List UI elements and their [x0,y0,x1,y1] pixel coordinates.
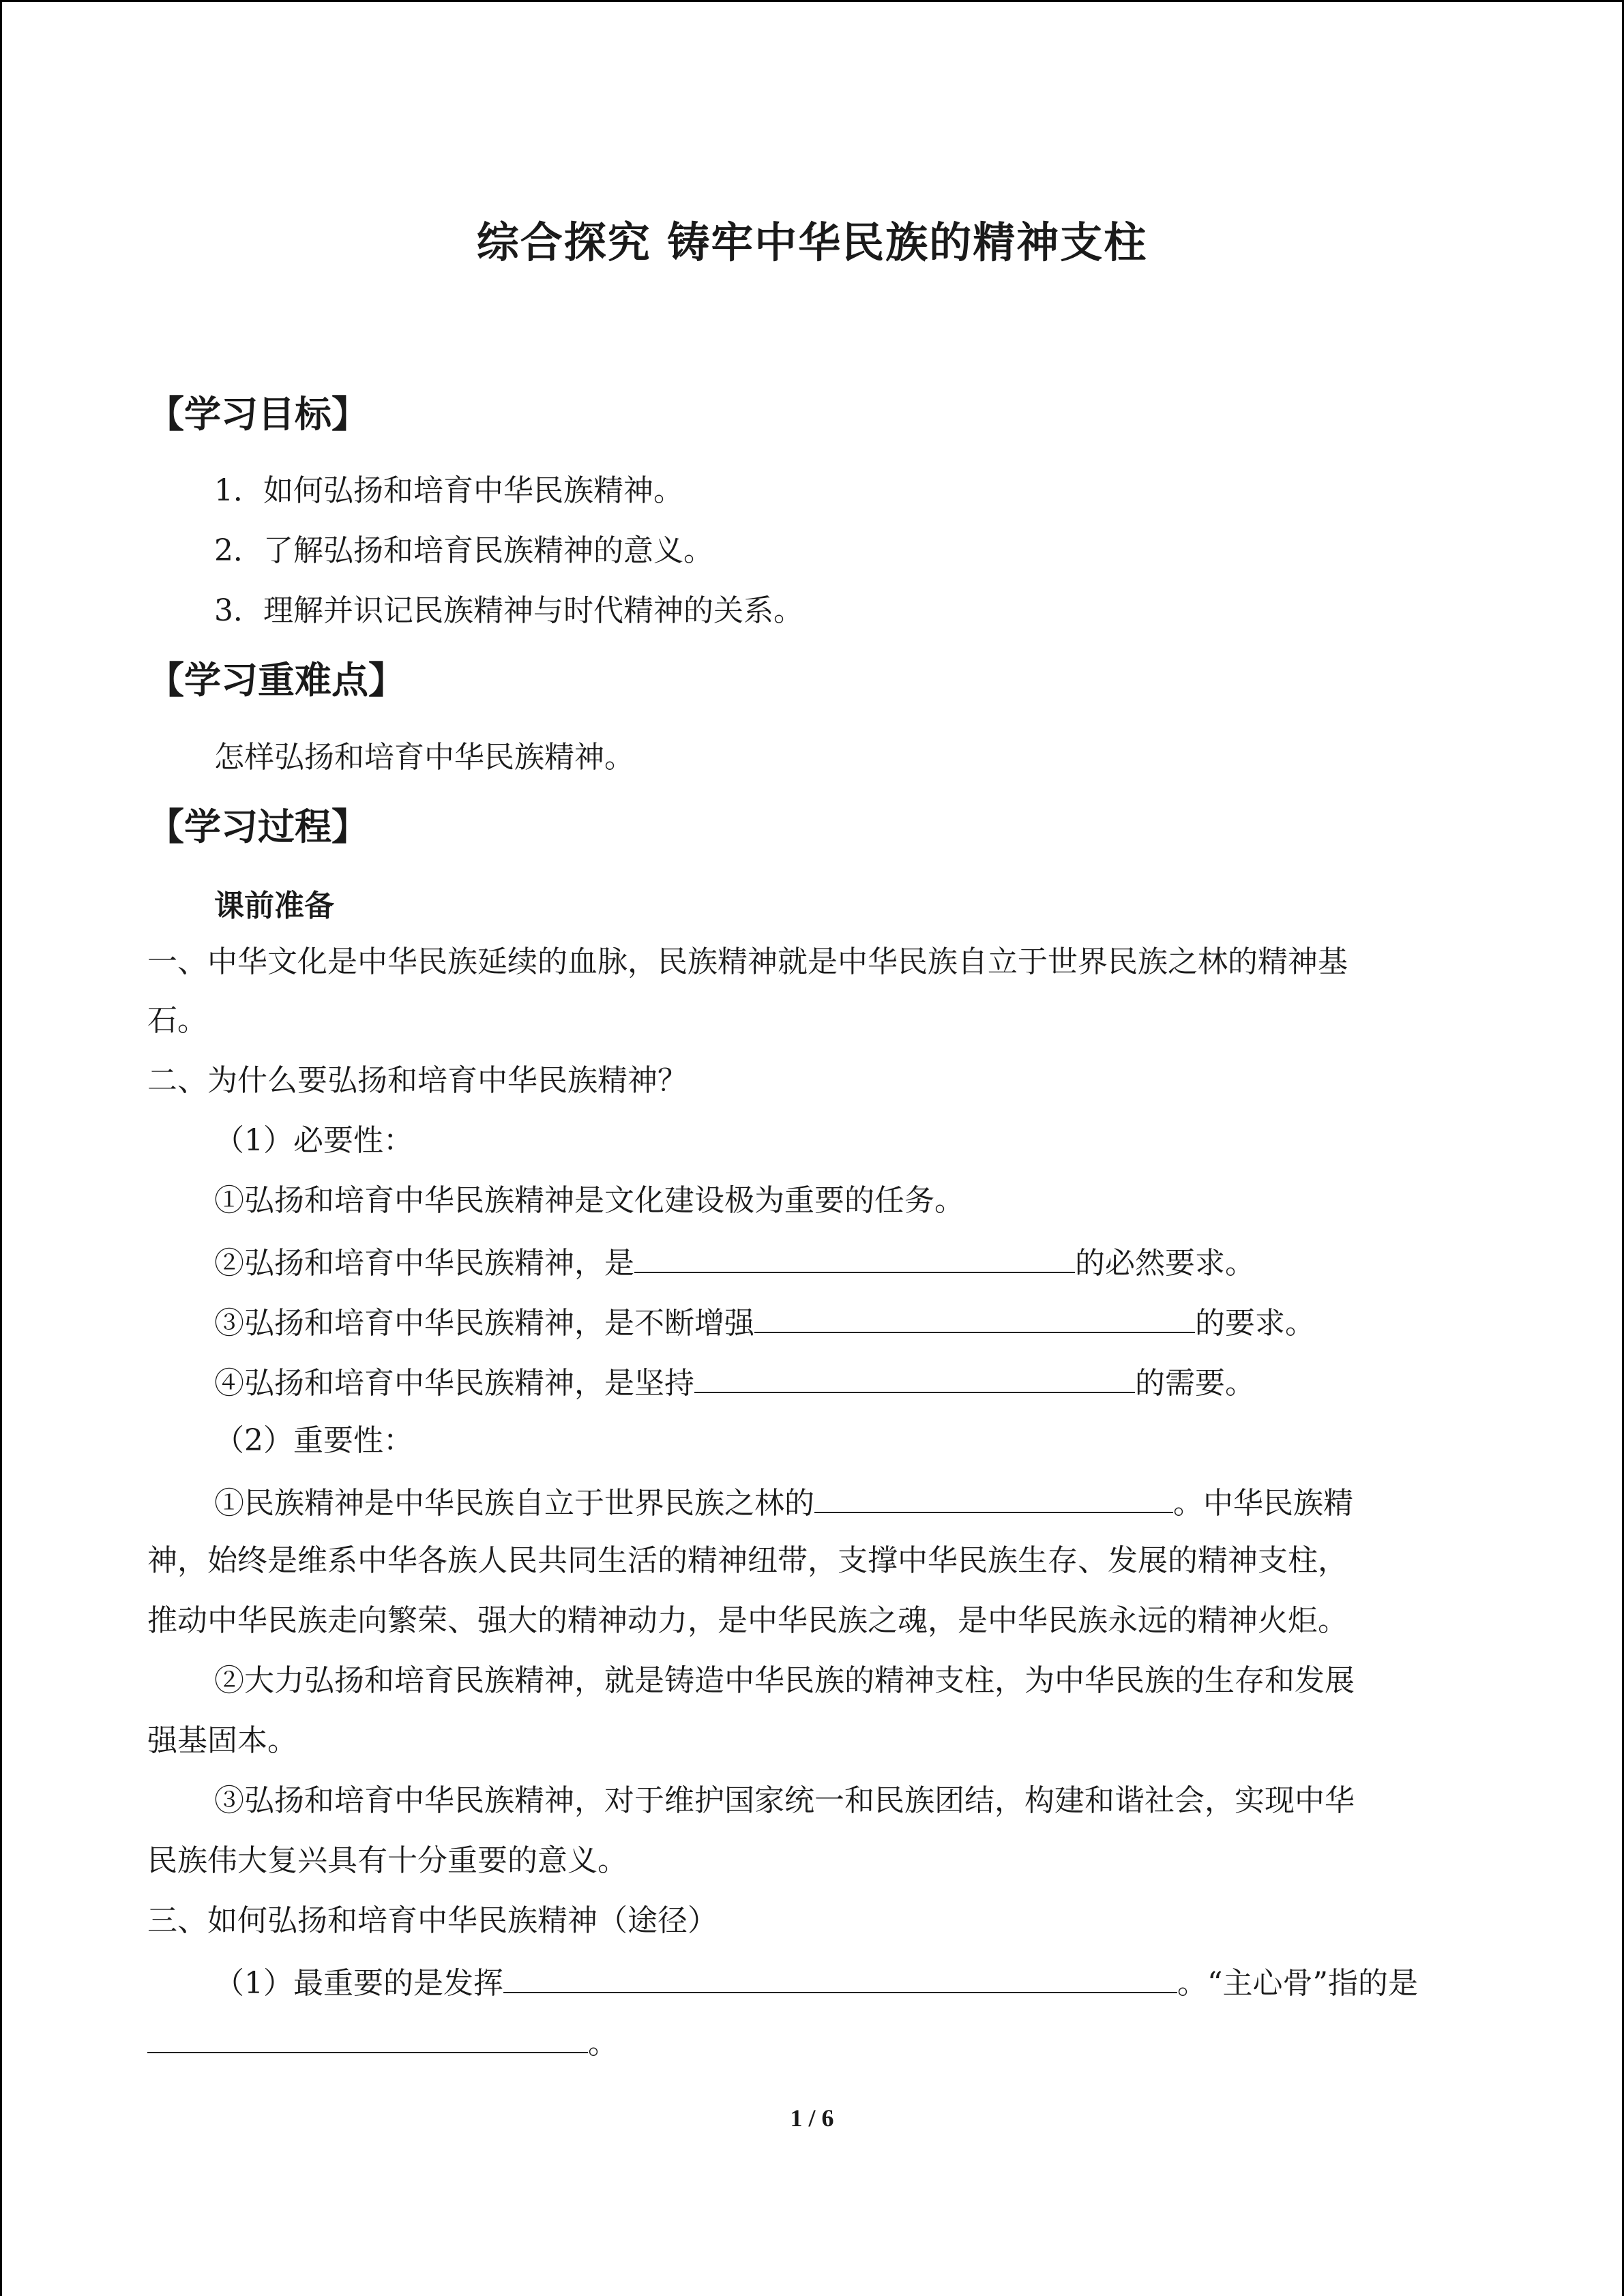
key-points-heading: 【学习重难点】 [147,659,405,702]
page-title: 综合探究 铸牢中华民族的精神支柱 [476,218,1148,267]
importance-item-2-line-1: ②大力弘扬和培育民族精神，就是铸造中华民族的精神支柱，为中华民族的生存和发展 [214,1663,1355,1698]
section-1-line-1: 一、中华文化是中华民族延续的血脉，民族精神就是中华民族自立于世界民族之林的精神基 [147,944,1348,979]
necessity-item-4-pre: ④弘扬和培育中华民族精神，是坚持 [214,1366,694,1401]
goal-item-2: 2．了解弘扬和培育民族精神的意义。 [214,533,713,568]
necessity-item-2-post: 的必然要求。 [1075,1246,1255,1281]
way-item-1-end: 。 [588,2026,618,2061]
importance-item-1-post: 。中华民族精 [1173,1486,1353,1521]
section-2-title: 二、为什么要弘扬和培育中华民族精神？ [147,1063,688,1098]
necessity-title: （1）必要性： [214,1123,413,1158]
necessity-item-3-post: 的要求。 [1195,1306,1315,1341]
fill-blank-5[interactable] [503,1960,1177,1993]
goal-item-3: 3．理解并识记民族精神与时代精神的关系。 [214,593,803,628]
page-border-left [0,0,2,2296]
importance-item-1-line-3: 推动中华民族走向繁荣、强大的精神动力，是中华民族之魂，是中华民族永远的精神火炬。 [147,1603,1348,1638]
importance-item-3-line-1: ③弘扬和培育中华民族精神，对于维护国家统一和民族团结，构建和谐社会，实现中华 [214,1783,1355,1818]
fill-blank-1[interactable] [634,1240,1075,1273]
importance-title: （2）重要性： [214,1423,413,1458]
importance-item-3-line-2: 民族伟大复兴具有十分重要的意义。 [147,1843,628,1878]
fill-blank-6[interactable] [147,2021,588,2053]
way-item-1-pre: （1）最重要的是发挥 [214,1966,503,2001]
importance-item-2-line-2: 强基固本。 [147,1723,297,1758]
key-points-text: 怎样弘扬和培育中华民族精神。 [214,740,634,775]
fill-blank-3[interactable] [694,1360,1135,1393]
goals-heading: 【学习目标】 [147,393,368,436]
page-number: 1 / 6 [790,2104,834,2132]
necessity-item-2-pre: ②弘扬和培育中华民族精神，是 [214,1246,634,1281]
importance-item-1-line-1 [214,1480,1353,1524]
section-1-line-2: 石。 [147,1003,207,1038]
section-3-title: 三、如何弘扬和培育中华民族精神（途径） [147,1903,718,1938]
way-item-1-post: 。“主心骨”指的是 [1177,1966,1418,2001]
process-heading: 【学习过程】 [147,805,368,848]
goal-item-1: 1．如何弘扬和培育中华民族精神。 [214,473,683,508]
necessity-item-3-pre: ③弘扬和培育中华民族精神，是不断增强 [214,1306,754,1341]
necessity-item-4 [214,1360,1255,1404]
necessity-item-2 [214,1240,1255,1284]
necessity-item-3 [214,1300,1315,1344]
importance-item-1-pre: ①民族精神是中华民族自立于世界民族之林的 [214,1486,814,1521]
fill-blank-4[interactable] [814,1480,1173,1513]
way-item-1-line-2 [147,2021,618,2064]
page-border-top [0,0,1624,2]
importance-item-1-line-2: 神，始终是维系中华各族人民共同生活的精神纽带，支撑中华民族生存、发展的精神支柱， [147,1543,1348,1578]
necessity-item-4-post: 的需要。 [1135,1366,1255,1401]
necessity-item-1: ①弘扬和培育中华民族精神是文化建设极为重要的任务。 [214,1183,964,1218]
pre-class-label: 课前准备 [214,889,334,923]
way-item-1-line-1 [214,1960,1418,2004]
fill-blank-2[interactable] [754,1300,1195,1333]
